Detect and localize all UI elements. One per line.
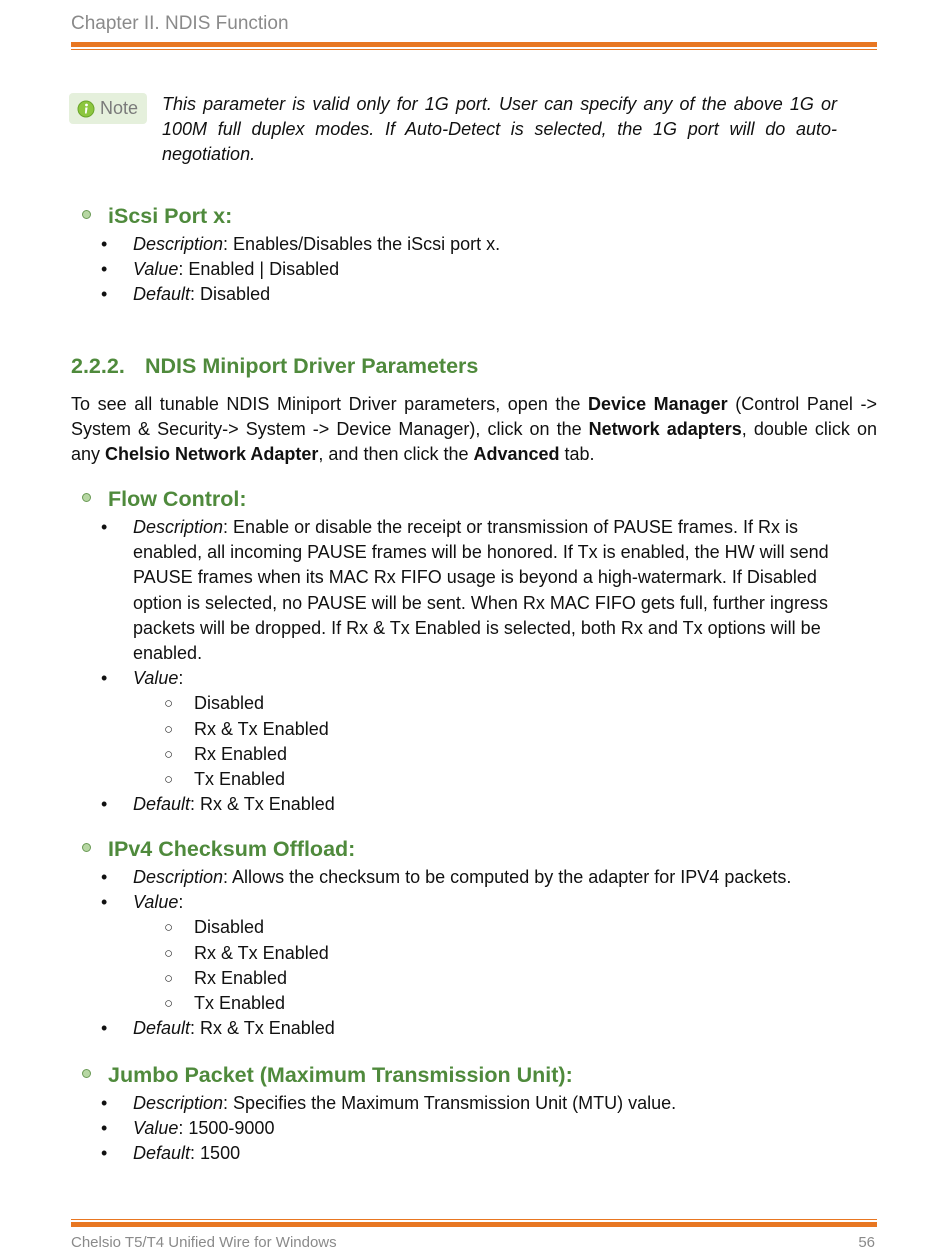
header-rule — [71, 42, 877, 50]
param-flow-control — [82, 484, 882, 817]
option-item: ○ Disabled — [164, 693, 265, 714]
list-item: • Value: Enabled | Disabled — [101, 259, 340, 280]
bullet-dot-icon — [82, 493, 91, 502]
param-ipv4-checksum — [82, 834, 882, 1041]
bullet-dot-icon — [82, 210, 91, 219]
param-title: iScsi Port x: — [108, 203, 233, 228]
list-item: • Default: Rx & Tx Enabled — [101, 794, 335, 815]
option-item: ○ Rx & Tx Enabled — [164, 718, 329, 739]
list-item: • Description: Allows the checksum to be computed by the adapter for IPV4 packets. — [101, 867, 792, 887]
note-badge — [69, 93, 147, 124]
info-icon — [77, 100, 95, 118]
option-item: ○ Tx Enabled — [164, 769, 286, 790]
page-number: 56 — [858, 1234, 875, 1251]
option-item: ○ Rx & Tx Enabled — [164, 942, 329, 963]
note-text: This parameter is valid only for 1G port. User can specify any of the above 1G or 100M full duplex modes. If Auto-Detect is selected, the 1G port will do auto-negotiation. — [162, 94, 837, 164]
list-item: • Value: ○ Disabled ○ Rx & Tx Enabled ○ Rx Enabled ○ Tx Enabled — [82, 890, 882, 1016]
option-item: ○ Rx Enabled — [164, 743, 288, 764]
list-item: • Value: 1500-9000 — [101, 1118, 275, 1139]
param-jumbo-packet — [82, 1060, 882, 1167]
list-item: • Default: 1500 — [101, 1143, 241, 1164]
section-intro: To see all tunable NDIS Miniport Driver parameters, open the Device Manager (Control Panel -> System & Security-> System -> Device Manager), click on the Network adapters, double click on any Chelsio Network Adapter, and then click the Advanced tab. — [71, 394, 878, 464]
option-item: ○ Tx Enabled — [164, 993, 286, 1014]
note-label: Note — [100, 98, 139, 118]
list-item: • Description: Specifies the Maximum Transmission Unit (MTU) value. — [101, 1093, 677, 1113]
list-item: • Default: Rx & Tx Enabled — [101, 1018, 335, 1039]
option-item: ○ Rx Enabled — [164, 967, 288, 988]
footer-rule — [71, 1219, 877, 1227]
section-heading: 2.2.2. NDIS Miniport Driver Parameters — [71, 354, 479, 378]
list-item: • Default: Disabled — [101, 284, 271, 305]
bullet-dot-icon — [82, 843, 91, 852]
option-item: ○ Disabled — [164, 917, 265, 938]
list-item: • Description: Enables/Disables the iScsi port x. — [101, 234, 501, 254]
chapter-header: Chapter II. NDIS Function — [71, 13, 289, 34]
param-iscsi-port — [82, 201, 882, 308]
param-title: IPv4 Checksum Offload: — [108, 836, 356, 861]
list-item: • Description: Enable or disable the receipt or transmission of PAUSE frames. If Rx is enabled, all incoming PAUSE frames will be honored. If Tx is enabled, the HW will send PAUSE frames when its MAC Rx FIFO usage is beyond a high-watermark. If Disabled option is selected, no PAUSE will be sent. When Rx MAC FIFO gets full, further ingress packets will be dropped. If Rx & Tx Enabled is selected, both Rx and Tx options will be enabled. — [101, 517, 829, 664]
footer-title: Chelsio T5/T4 Unified Wire for Windows — [71, 1234, 337, 1251]
param-title: Jumbo Packet (Maximum Transmission Unit): — [108, 1062, 573, 1087]
param-title: Flow Control: — [108, 486, 247, 511]
list-item: • Value: ○ Disabled ○ Rx & Tx Enabled ○ Rx Enabled ○ Tx Enabled — [82, 666, 867, 792]
bullet-dot-icon — [82, 1069, 91, 1078]
